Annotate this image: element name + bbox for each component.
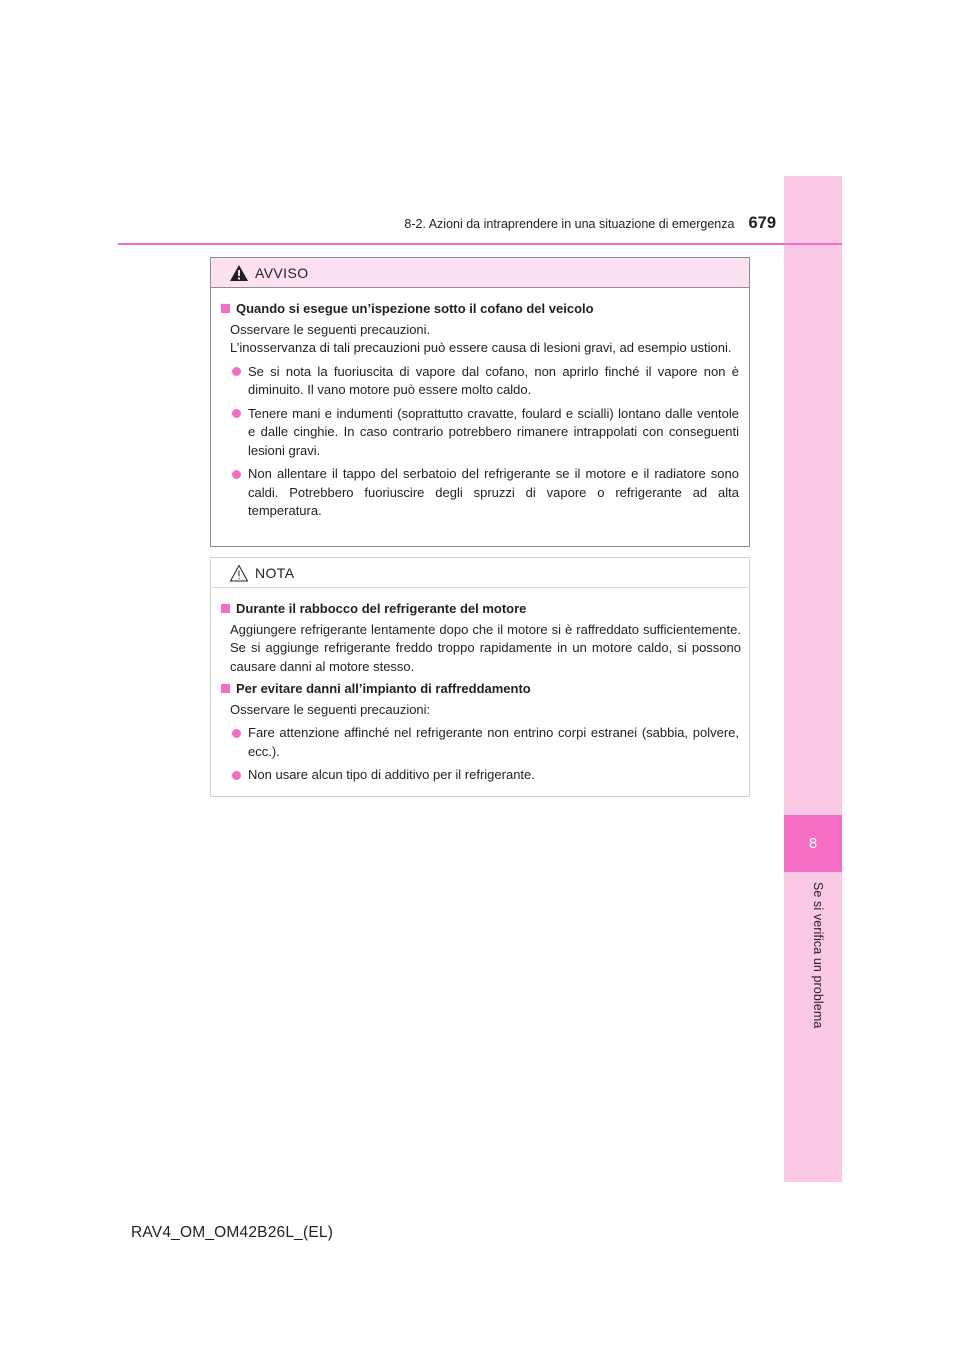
round-bullet-icon (232, 367, 241, 376)
warning-intro-1: Osservare le seguenti precauzioni. (230, 321, 431, 337)
page-header (300, 214, 776, 240)
warning-box (210, 257, 750, 547)
square-bullet-icon (221, 684, 230, 693)
warning-heading-text: Quando si esegue un’ispezione sotto il cofano del veicolo (236, 301, 594, 316)
bullet-text: Se si nota la fuoriuscita di vapore dal cofano, non aprirlo finché il vapore non è diminuito. Il vano motore può essere molto caldo. (248, 363, 739, 397)
note-section1-heading-text: Durante il rabbocco del refrigerante del motore (236, 601, 527, 616)
note-section2-heading (219, 680, 741, 699)
note-box (210, 557, 750, 797)
square-bullet-icon (221, 604, 230, 613)
note-box-header (211, 558, 749, 588)
header-rule (118, 243, 842, 245)
note-section2-heading-text: Per evitare danni all’impianto di raffreddamento (236, 681, 531, 696)
list-item (219, 405, 741, 461)
warning-heading (219, 300, 741, 319)
square-bullet-icon (221, 304, 230, 313)
warning-box-header (211, 258, 749, 288)
round-bullet-icon (232, 729, 241, 738)
bullet-text: Non allentare il tappo del serbatoio del refrigerante se il motore e il radiatore sono caldi. Potrebbero fuoriuscire degli spruzzi di vapore o refrigerante ad alta temperatura. (248, 466, 739, 518)
chapter-title: Se si verifica un problema (811, 882, 825, 1029)
round-bullet-icon (232, 409, 241, 418)
round-bullet-icon (232, 470, 241, 479)
bullet-text: Tenere mani e indumenti (soprattutto cravatte, foulard e scialli) lontano dalle ventole e dalle cinghie. In caso contrario potrebbero rimanere intrappolati con conseguenti lesioni gravi. (248, 405, 739, 458)
note-section2-text: Osservare le seguenti precauzioni: (230, 701, 431, 717)
bullet-text: Non usare alcun tipo di additivo per il refrigerante. (248, 767, 535, 782)
footer-doc-code: RAV4_OM_OM42B26L_(EL) (131, 1224, 334, 1241)
note-section1-heading (219, 600, 741, 619)
round-bullet-icon (232, 771, 241, 780)
list-item (219, 465, 741, 521)
list-item (219, 363, 741, 400)
chapter-number: 8 (784, 815, 842, 872)
section-title: 8-2. Azioni da intraprendere in una situazione di emergenza (404, 217, 735, 231)
warning-triangle-icon (229, 264, 249, 282)
page-number: 679 (748, 214, 776, 232)
warning-intro-2: L’inosservanza di tali precauzioni può essere causa di lesioni gravi, ad esempio ustioni. (230, 340, 732, 355)
note-title: NOTA (255, 564, 295, 581)
warning-title: AVVISO (255, 264, 309, 281)
caution-triangle-outline-icon (229, 564, 249, 582)
note-section1-text: Aggiungere refrigerante lentamente dopo che il motore si è raffreddato sufficientemente. Se si aggiunge refrigerante freddo troppo rapidamente in un motore caldo, si possono causare danni al motore stesso. (230, 621, 741, 674)
list-item (219, 724, 741, 761)
warning-box-body (211, 288, 749, 521)
list-item (219, 766, 741, 785)
bullet-text: Fare attenzione affinché nel refrigerante non entrino corpi estranei (sabbia, polvere, ecc.). (248, 725, 739, 759)
note-box-body (211, 588, 749, 785)
